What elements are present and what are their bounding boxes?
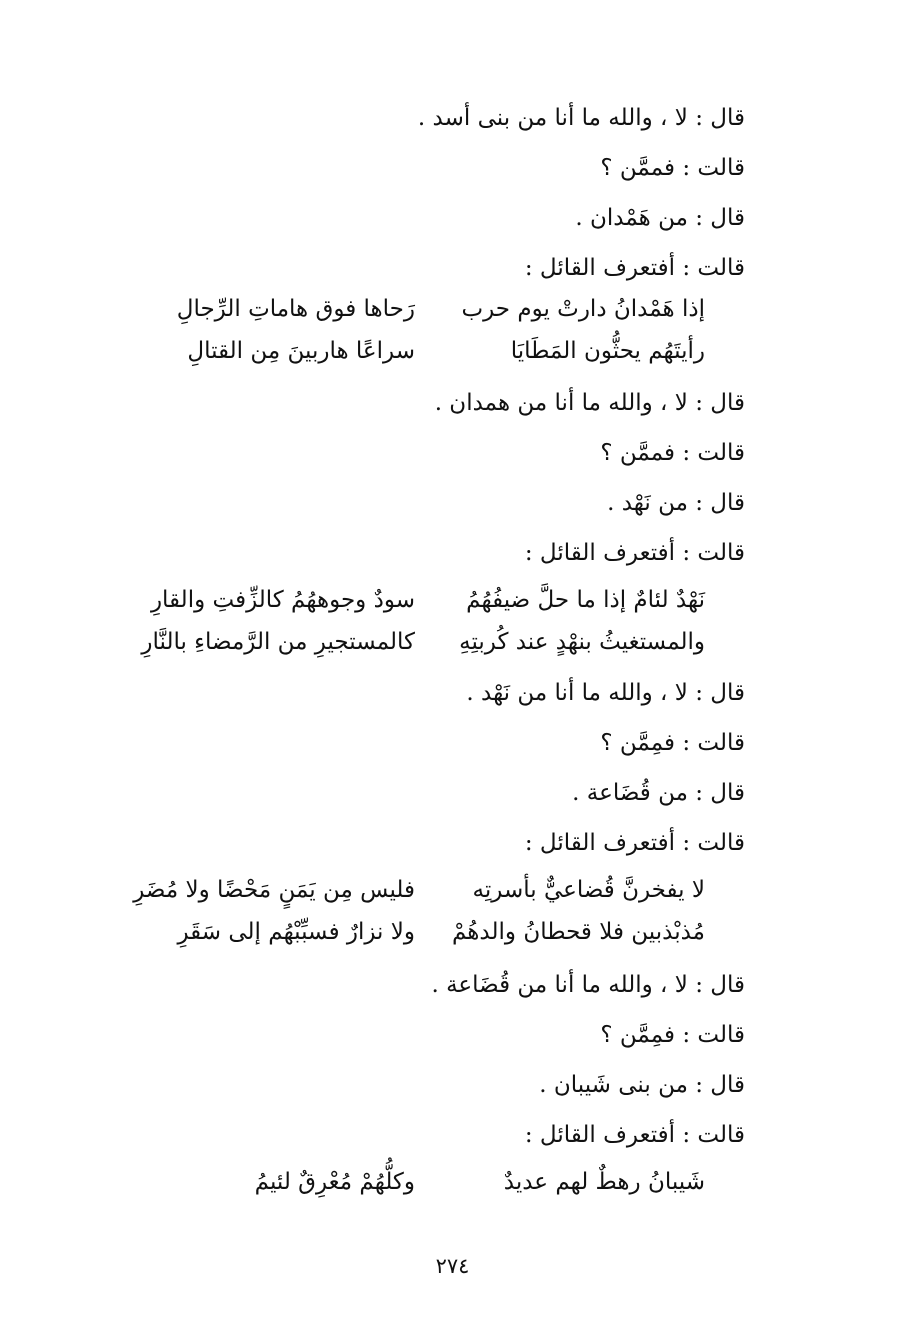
poem-verse [125,915,705,949]
verse-second-hemistich: كالمستجيرِ من الرَّمضاءِ بالنَّارِ [141,629,415,655]
verse-first-hemistich: رأيتَهُم يحثُّون المَطَايَا [510,338,705,364]
dialogue-line: قالت : فممَّن ؟ [600,440,745,466]
verse-second-hemistich: ولا نزارٌ فسبِّبْهُم إلى سَقَرِ [177,919,415,945]
dialogue-line: قال : لا ، والله ما أنا من بنى أسد . [417,105,745,131]
dialogue-line: قالت : فمِمَّن ؟ [600,730,745,756]
poem-verse [125,334,705,368]
verse-first-hemistich: مُذبْذبين فلا قحطانُ والدهُمْ [452,919,705,945]
dialogue-line: قالت : فمِمَّن ؟ [600,1022,745,1048]
dialogue-line: قال : لا ، والله ما أنا من قُضَاعة . [431,972,745,998]
dialogue-line: قال : لا ، والله ما أنا من همدان . [434,390,745,416]
verse-second-hemistich: رَحاها فوق هاماتِ الرِّجالِ [176,296,415,322]
poem-verse [125,625,705,659]
poem-verse [125,583,705,617]
dialogue-line: قال : من هَمْدان . [575,205,745,231]
verse-second-hemistich: سودٌ وجوههُمُ كالزِّفتِ والقارِ [150,587,415,613]
dialogue-line: قال : من نَهْد . [607,490,745,516]
verse-second-hemistich: وكلُّهُمْ مُعْرِقٌ لئيمُ [254,1169,415,1195]
dialogue-line: قال : من بنى شَيبان . [539,1072,745,1098]
dialogue-line: قال : لا ، والله ما أنا من نَهْد . [466,680,745,706]
verse-second-hemistich: فليس مِن يَمَنٍ مَحْضًا ولا مُضَرِ [133,877,415,903]
dialogue-line: قالت : أفتعرف القائل : [524,830,745,856]
verse-first-hemistich: إذا هَمْدانُ دارتْ يوم حرب [461,296,705,322]
verse-first-hemistich: نَهْدٌ لئامٌ إذا ما حلَّ ضيفُهُمُ [466,587,705,613]
poem-verse [125,1165,705,1199]
poem-verse [125,292,705,326]
verse-second-hemistich: سراعًا هاربينَ مِن القتالِ [187,338,415,364]
page-number: ٢٧٤ [435,1254,470,1278]
dialogue-line: قالت : أفتعرف القائل : [524,255,745,281]
verse-first-hemistich: شَيبانُ رهطٌ لهم عديدٌ [503,1169,705,1195]
dialogue-line: قالت : فممَّن ؟ [600,155,745,181]
verse-first-hemistich: لا يفخرنَّ قُضاعيٌّ بأسرتِه [472,877,705,903]
poem-verse [125,873,705,907]
dialogue-line: قالت : أفتعرف القائل : [524,540,745,566]
verse-first-hemistich: والمستغيثُ بنهْدٍ عند كُربتِهِ [459,629,705,655]
dialogue-line: قال : من قُضَاعة . [572,780,745,806]
dialogue-line: قالت : أفتعرف القائل : [524,1122,745,1148]
